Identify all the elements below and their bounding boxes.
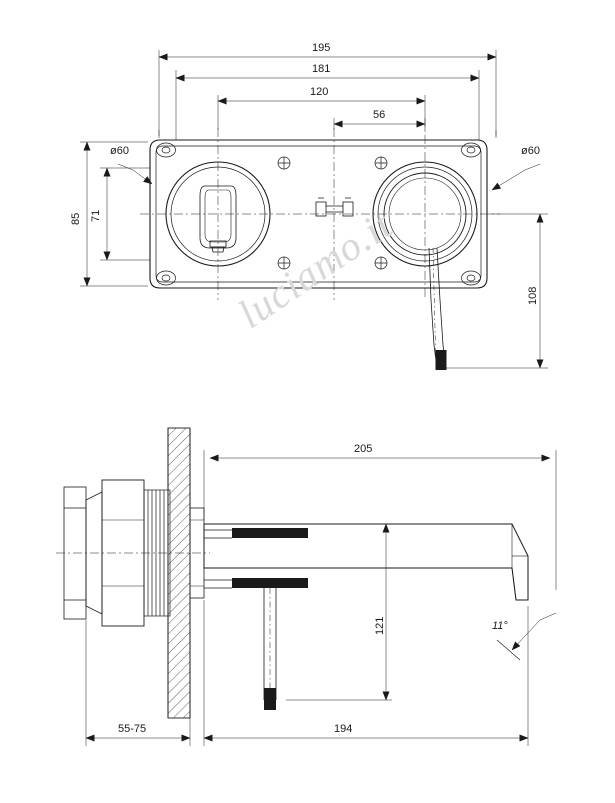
dim-121-label: 121 bbox=[374, 616, 386, 635]
top-view-centerlines bbox=[140, 118, 500, 300]
dim-71-label: 71 bbox=[90, 209, 102, 222]
center-detail bbox=[316, 198, 353, 216]
internal-cartridge bbox=[204, 528, 308, 710]
dim-dia60-right-label: ø60 bbox=[521, 145, 540, 157]
dim-angle-11-label: 11° bbox=[492, 620, 508, 632]
dim-56-label: 56 bbox=[373, 109, 386, 121]
dim-194-label: 194 bbox=[334, 723, 353, 735]
dim-205-label: 205 bbox=[354, 443, 373, 455]
dim-195-label: 195 bbox=[312, 42, 331, 54]
side-view-group bbox=[56, 428, 528, 718]
wall-section-hatch bbox=[168, 428, 190, 718]
watermark: luciamo.it bbox=[229, 200, 401, 338]
top-view-group bbox=[56, 50, 556, 746]
plate-screw-holes bbox=[278, 157, 387, 269]
dim-5575-label: 55-75 bbox=[118, 723, 147, 735]
spout-top-projection bbox=[429, 248, 447, 370]
dim-85-label: 85 bbox=[70, 212, 82, 225]
dim-dia60-left-label: ø60 bbox=[110, 145, 129, 157]
dim-108-label: 108 bbox=[527, 286, 539, 305]
dim-181-label: 181 bbox=[312, 63, 331, 75]
dim-120-label: 120 bbox=[310, 86, 329, 98]
